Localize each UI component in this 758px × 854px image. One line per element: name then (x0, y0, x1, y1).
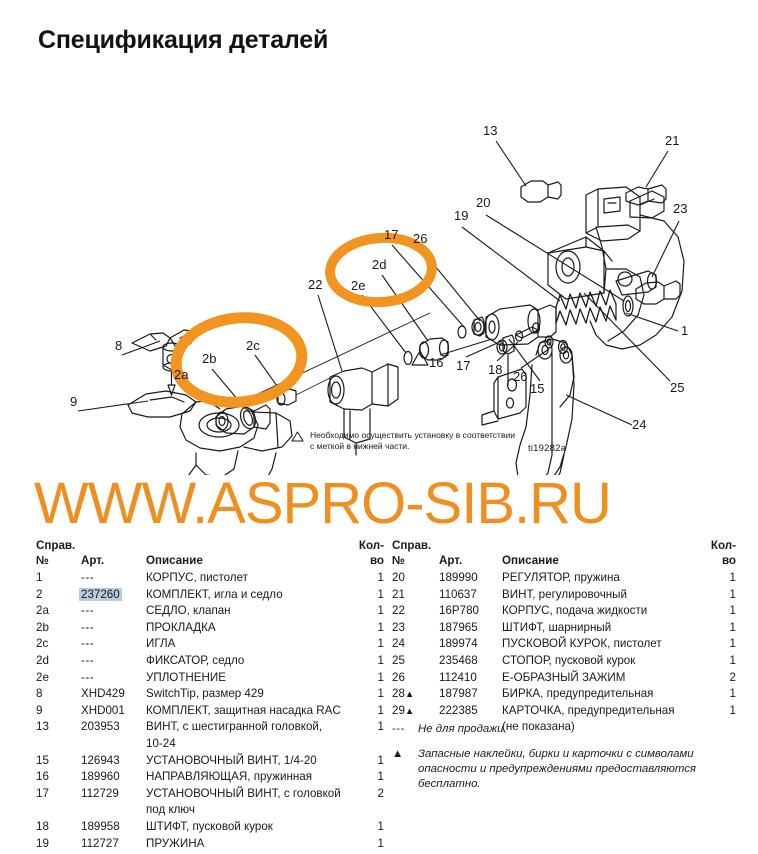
callout-2d: 2d (372, 257, 386, 272)
cell-description: БИРКА, предупредительная (502, 688, 653, 700)
callout-19: 19 (454, 208, 468, 223)
callout-26-bottom: 26 (513, 369, 527, 384)
header-qty-bottom: во (304, 555, 384, 567)
callout-2e: 2e (351, 278, 365, 293)
cell-part: 189960 (81, 771, 120, 783)
footnotes (392, 722, 736, 802)
cell-description: КОРПУС, подача жидкости (502, 605, 647, 617)
cell-description: ПУСКОВОЙ КУРОК, пистолет (502, 638, 662, 650)
header-qty-top: Кол- (656, 540, 736, 552)
table-row (36, 672, 384, 689)
header-part: Арт. (439, 555, 462, 567)
cell-ref: 17 (36, 788, 49, 800)
table-row (36, 788, 384, 805)
callout-8: 8 (115, 338, 122, 353)
cell-ref: 2b (36, 622, 49, 634)
cell-description: НАПРАВЛЯЮЩАЯ, пружинная (146, 771, 312, 783)
cell-qty: 1 (304, 688, 384, 700)
cell-ref: 8 (36, 688, 42, 700)
footnote-text: Запасные наклейки, бирки и карточки с символами опасности и предупреждениями предоставляются бесплатно. (418, 748, 696, 790)
table-row (36, 755, 384, 772)
cell-part: --- (81, 638, 94, 650)
table-row (36, 705, 384, 722)
callout-23: 23 (673, 201, 687, 216)
table-row (392, 589, 736, 606)
cell-qty: 1 (304, 755, 384, 767)
warning-triangle-mark: ▲ (405, 706, 414, 717)
cell-part: --- (81, 622, 94, 634)
cell-description: под ключ (146, 804, 195, 816)
cell-description: КОМПЛЕКТ, игла и седло (146, 589, 283, 601)
callout-15: 15 (530, 381, 544, 396)
cell-part: 126943 (81, 755, 120, 767)
callout-21: 21 (665, 133, 679, 148)
callout-24: 24 (632, 417, 646, 432)
table-row (36, 838, 384, 854)
header-ref-bottom: № (392, 555, 405, 567)
cell-part: XHD429 (81, 688, 125, 700)
cell-ref: 2 (36, 589, 42, 601)
diagram-note-text: Необходимо осуществить установку в соответствии с меткой в нижней части. (310, 430, 521, 452)
table-row (392, 605, 736, 622)
callout-16: 16 (429, 355, 443, 370)
cell-description: ИГЛА (146, 638, 175, 650)
table-row (36, 721, 384, 738)
cell-part: 112727 (81, 838, 119, 850)
diagram-installation-note (291, 430, 521, 452)
callout-25: 25 (670, 380, 684, 395)
cell-description: (не показана) (502, 721, 575, 733)
warning-triangle-icon (291, 431, 304, 445)
table-row (392, 622, 736, 639)
diagram-callout-labels (0, 55, 758, 475)
cell-description: 10-24 (146, 738, 176, 750)
cell-description: СТОПОР, пусковой курок (502, 655, 635, 667)
table-row (392, 655, 736, 672)
footnote-dash-mark: --- (392, 722, 405, 737)
table-row (392, 638, 736, 655)
cell-ref: 22 (392, 605, 405, 617)
cell-part: 203953 (81, 721, 120, 733)
table-row (36, 589, 384, 606)
cell-part: 187965 (439, 622, 478, 634)
header-ref-top: Справ. (392, 540, 431, 552)
cell-ref: 23 (392, 622, 405, 634)
cell-description: ФИКСАТОР, седло (146, 655, 244, 667)
table-row (36, 572, 384, 589)
cell-part: 189958 (81, 821, 120, 833)
table-row (392, 688, 736, 705)
cell-qty: 1 (656, 705, 736, 717)
cell-qty: 1 (656, 655, 736, 667)
table-row (36, 605, 384, 622)
cell-part: 187987 (439, 688, 478, 700)
table-row (36, 771, 384, 788)
warning-triangle-mark: ▲ (405, 689, 414, 700)
cell-description: ШТИФТ, шарнирный (502, 622, 611, 634)
table-row (36, 655, 384, 672)
figure-id-label: ti19282a (528, 443, 566, 454)
site-watermark: WWW.ASPRO-SIB.RU (34, 470, 734, 537)
table-row (36, 821, 384, 838)
cell-part: XHD001 (81, 705, 125, 717)
page-title: Спецификация деталей (38, 26, 328, 55)
footnote-not-for-sale (392, 722, 736, 737)
cell-ref: 1 (36, 572, 42, 584)
cell-description: SwitchTip, размер 429 (146, 688, 264, 700)
footnote-text: Не для продажи. (418, 723, 507, 735)
cell-qty: 1 (656, 688, 736, 700)
table-row (36, 688, 384, 705)
parts-table-right-header (392, 540, 736, 572)
cell-part: --- (81, 605, 94, 617)
cell-qty: 1 (304, 672, 384, 684)
cell-part: 112410 (439, 672, 477, 684)
cell-qty: 1 (304, 622, 384, 634)
header-ref-bottom: № (36, 555, 49, 567)
header-ref-top: Справ. (36, 540, 75, 552)
cell-qty: 1 (304, 771, 384, 783)
exploded-parts-diagram (0, 55, 758, 475)
cell-part: 112729 (81, 788, 119, 800)
cell-qty: 1 (304, 838, 384, 850)
cell-description: Е-ОБРАЗНЫЙ ЗАЖИМ (502, 672, 625, 684)
cell-qty: 1 (656, 622, 736, 634)
cell-qty: 1 (304, 721, 384, 733)
cell-qty: 1 (304, 821, 384, 833)
header-qty-bottom: во (656, 555, 736, 567)
cell-ref: 28▲ (392, 688, 414, 700)
cell-description: СЕДЛО, клапан (146, 605, 231, 617)
callout-22: 22 (308, 277, 322, 292)
cell-qty: 1 (656, 605, 736, 617)
header-description: Описание (502, 555, 559, 567)
cell-qty: 1 (304, 605, 384, 617)
cell-ref: 26 (392, 672, 405, 684)
cell-ref: 9 (36, 705, 42, 717)
cell-qty: 1 (656, 572, 736, 584)
cell-qty: 1 (656, 589, 736, 601)
cell-part: --- (81, 672, 94, 684)
callout-2c: 2c (246, 338, 260, 353)
header-description: Описание (146, 555, 203, 567)
table-row (392, 672, 736, 689)
cell-description: КАРТОЧКА, предупредительная (502, 705, 675, 717)
cell-qty: 1 (304, 655, 384, 667)
cell-part: 235468 (439, 655, 478, 667)
cell-qty: 1 (656, 638, 736, 650)
parts-table-right (392, 540, 736, 738)
cell-description: ШТИФТ, пусковой курок (146, 821, 273, 833)
cell-part: --- (81, 655, 94, 667)
cell-description: КОМПЛЕКТ, защитная насадка RAC (146, 705, 341, 717)
callout-17-bottom: 17 (456, 358, 470, 373)
parts-table-left-header (36, 540, 384, 572)
table-row-continuation (36, 738, 384, 755)
cell-ref: 25 (392, 655, 405, 667)
cell-qty: 1 (304, 572, 384, 584)
cell-ref: 24 (392, 638, 405, 650)
cell-description: ПРОКЛАДКА (146, 622, 216, 634)
cell-ref: 13 (36, 721, 49, 733)
parts-table-left (36, 540, 384, 854)
table-row-continuation (36, 804, 384, 821)
header-part: Арт. (81, 555, 104, 567)
cell-qty: 2 (656, 672, 736, 684)
callout-20: 20 (476, 195, 490, 210)
cell-ref: 2a (36, 605, 49, 617)
cell-ref: 20 (392, 572, 405, 584)
cell-part: 189990 (439, 572, 478, 584)
cell-ref: 2e (36, 672, 49, 684)
cell-ref: 29▲ (392, 705, 414, 717)
cell-description: УПЛОТНЕНИЕ (146, 672, 226, 684)
cell-description: УСТАНОВОЧНЫЙ ВИНТ, с головкой (146, 788, 341, 800)
callout-18: 18 (488, 362, 502, 377)
cell-description: ПРУЖИНА (146, 838, 204, 850)
callout-9: 9 (70, 394, 77, 409)
cell-part-highlighted[interactable]: 237260 (79, 588, 122, 602)
cell-ref: 2c (36, 638, 48, 650)
table-row (36, 622, 384, 639)
cell-description: КОРПУС, пистолет (146, 572, 248, 584)
callout-26-top: 26 (413, 231, 427, 246)
cell-ref: 18 (36, 821, 49, 833)
cell-part: --- (81, 572, 94, 584)
callout-13: 13 (483, 123, 497, 138)
cell-description: ВИНТ, с шестигранной головкой, (146, 721, 322, 733)
callout-17-top: 17 (384, 227, 398, 242)
footnote-triangle-mark: ▲ (392, 747, 403, 762)
cell-ref: 21 (392, 589, 405, 601)
cell-description: РЕГУЛЯТОР, пружина (502, 572, 620, 584)
cell-ref: 16 (36, 771, 49, 783)
cell-qty: 1 (304, 638, 384, 650)
cell-ref: 19 (36, 838, 49, 850)
callout-1: 1 (681, 323, 688, 338)
cell-part: 222385 (439, 705, 478, 717)
cell-qty: 1 (304, 705, 384, 717)
cell-description: ВИНТ, регулировочный (502, 589, 627, 601)
table-row (392, 572, 736, 589)
table-row (392, 705, 736, 722)
cell-qty: 2 (304, 788, 384, 800)
footnote-free-labels (392, 747, 736, 792)
cell-ref: 15 (36, 755, 49, 767)
cell-qty: 1 (304, 589, 384, 601)
callout-2a: 2a (174, 367, 188, 382)
cell-part: 189974 (439, 638, 478, 650)
header-qty-top: Кол- (304, 540, 384, 552)
cell-part: 110637 (439, 589, 477, 601)
cell-ref: 2d (36, 655, 49, 667)
callout-2b: 2b (202, 351, 216, 366)
cell-part: 16P780 (439, 605, 479, 617)
cell-description: УСТАНОВОЧНЫЙ ВИНТ, 1/4-20 (146, 755, 317, 767)
table-row (36, 638, 384, 655)
